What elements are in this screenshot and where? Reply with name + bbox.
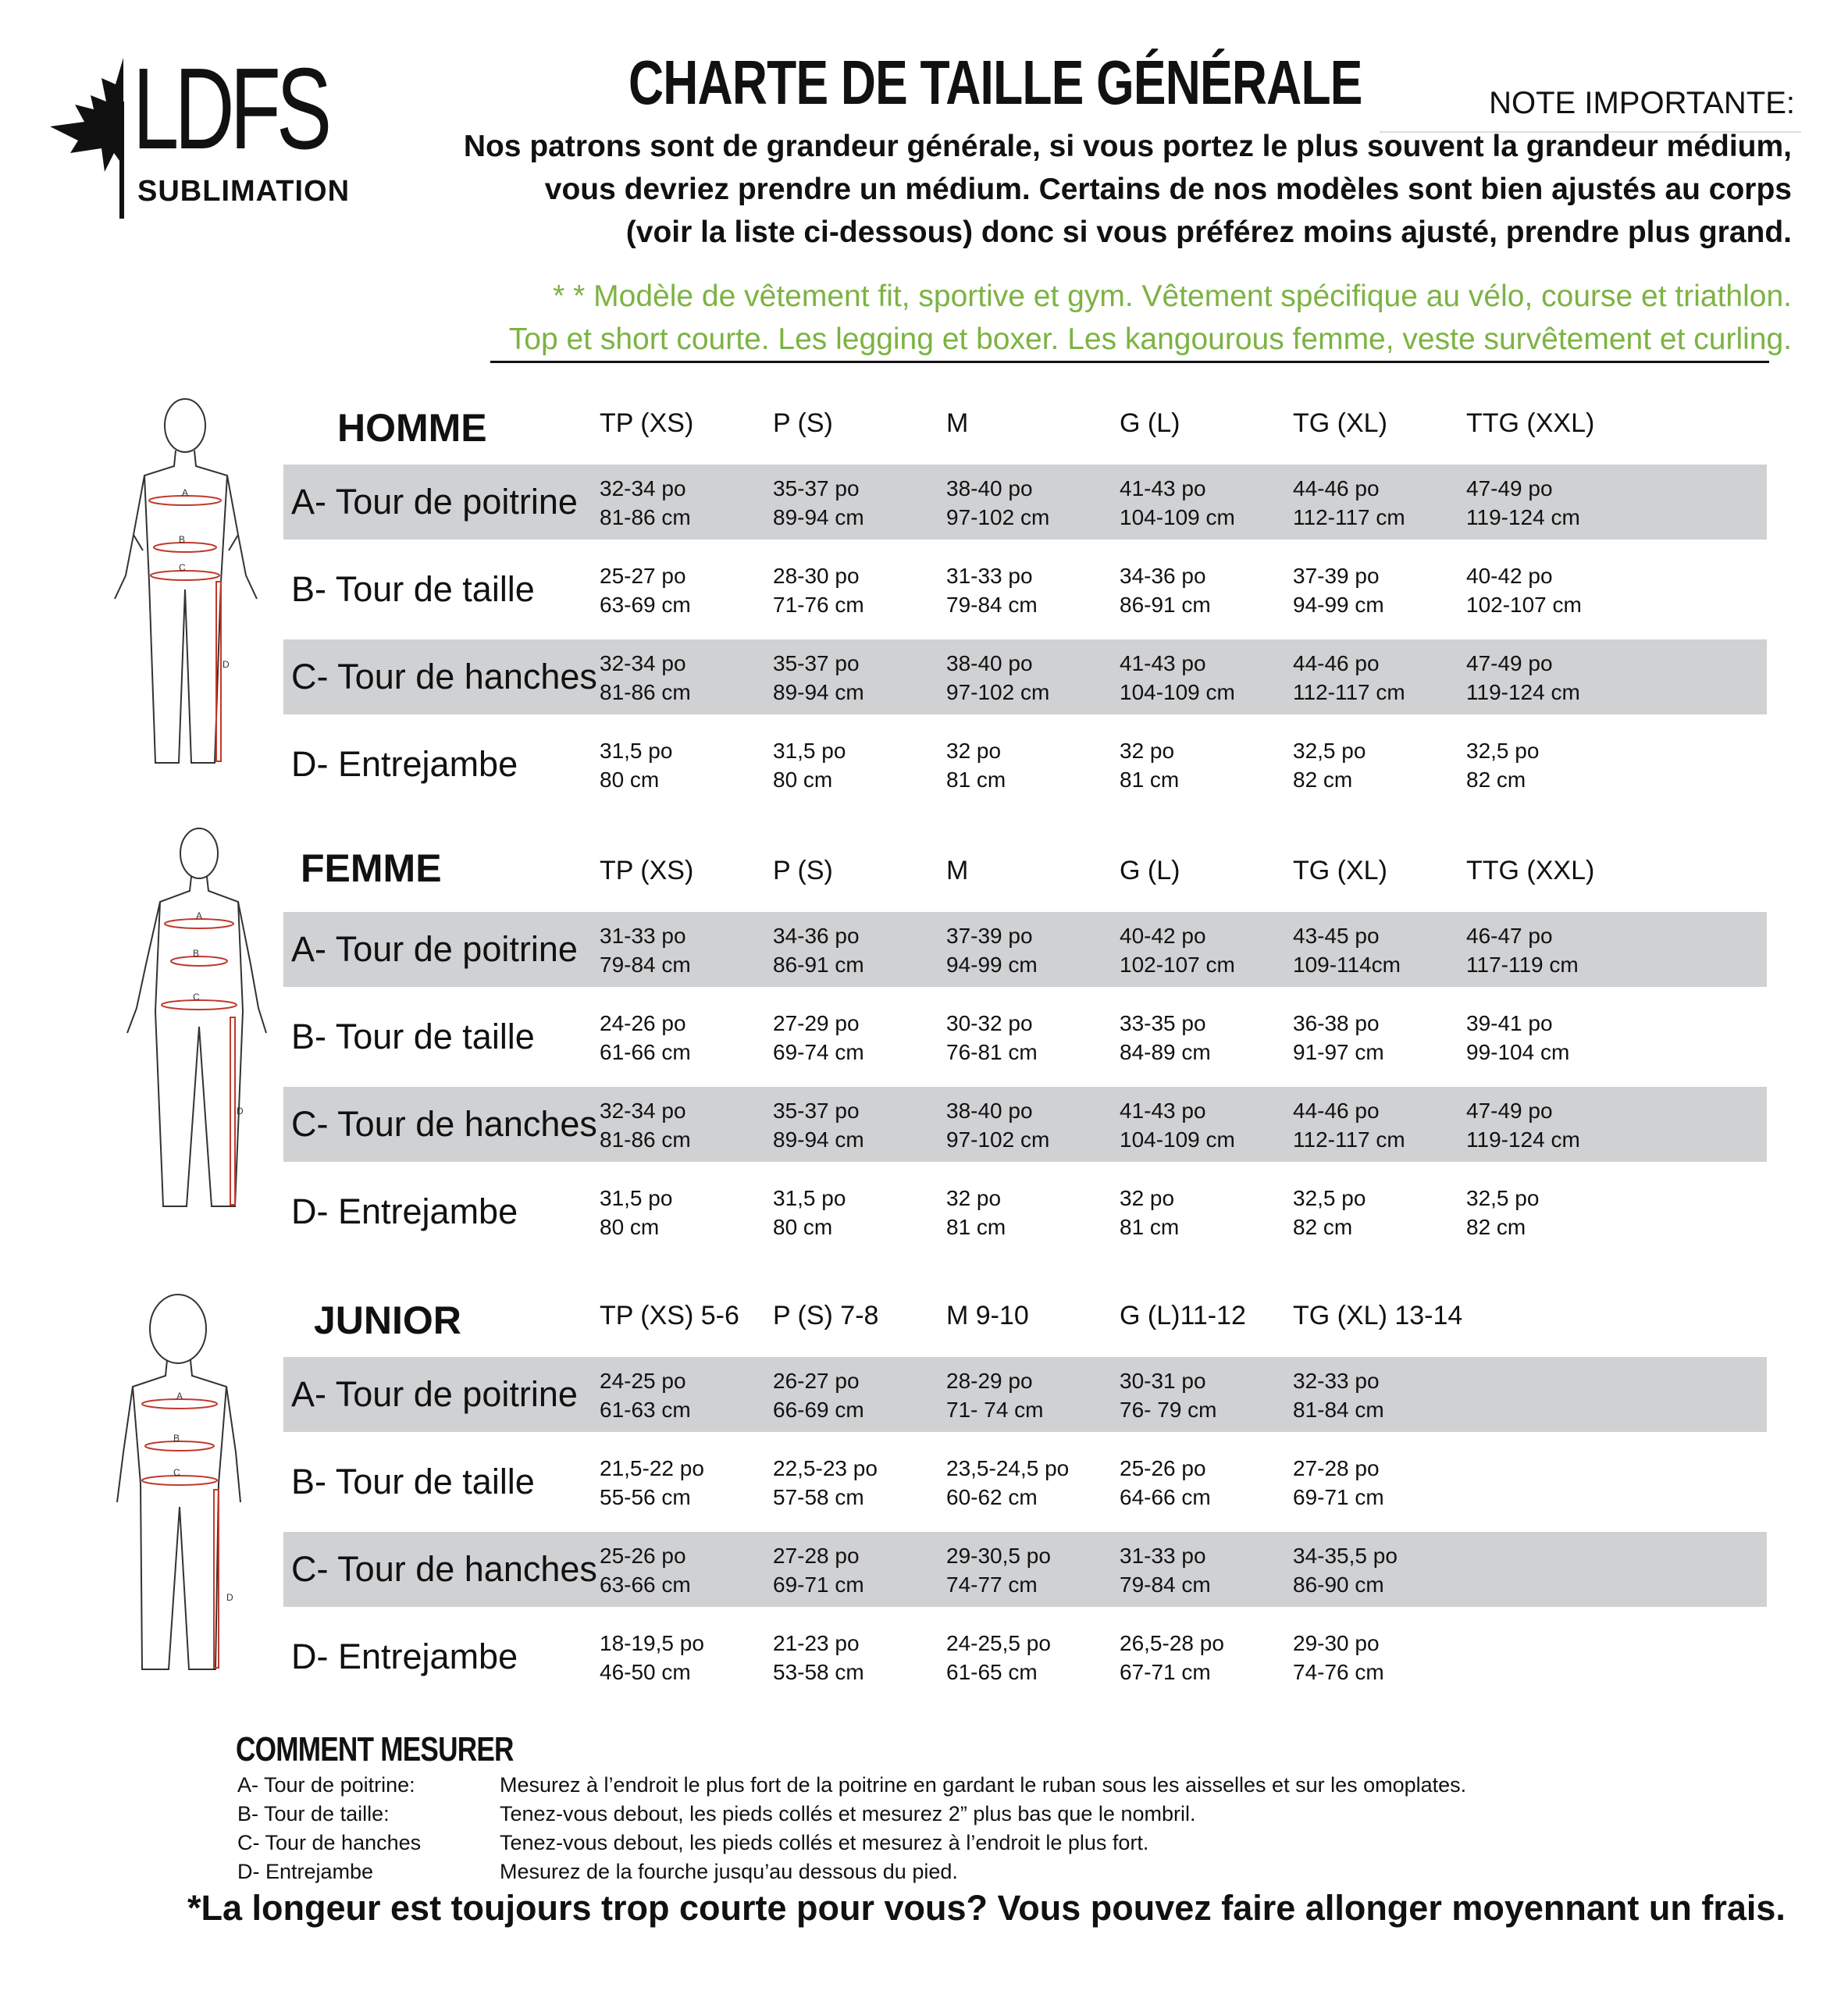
value-cm: 79-84 cm (600, 953, 691, 977)
logo-brand: LDFS (133, 45, 328, 173)
value-cm: 89-94 cm (773, 680, 864, 704)
value-inches: 31,5 po (773, 1186, 846, 1210)
table-cell (600, 1096, 691, 1154)
page-title: CHARTE DE TAILLE GÉNÉRALE (628, 48, 1362, 117)
value-cm: 112-117 cm (1293, 680, 1405, 704)
value-inches: 44-46 po (1293, 651, 1380, 675)
value-cm: 91-97 cm (1293, 1040, 1384, 1064)
value-inches: 28-29 po (946, 1369, 1033, 1393)
value-cm: 94-99 cm (946, 953, 1038, 977)
value-cm: 81-86 cm (600, 680, 691, 704)
figure-label-a: A (182, 487, 189, 498)
value-cm: 89-94 cm (773, 505, 864, 529)
table-cell (1120, 1629, 1224, 1686)
value-cm: 63-66 cm (600, 1572, 691, 1597)
size-header: TG (XL) (1293, 856, 1387, 885)
value-inches: 32 po (1120, 1186, 1175, 1210)
size-header: G (L) (1120, 856, 1180, 885)
table-cell (1466, 561, 1582, 619)
logo-sub: SUBLIMATION (137, 175, 351, 208)
value-inches: 38-40 po (946, 476, 1033, 500)
value-cm: 61-65 cm (946, 1660, 1038, 1684)
value-cm: 86-91 cm (1120, 593, 1211, 617)
value-cm: 119-124 cm (1466, 680, 1580, 704)
table-cell (600, 1629, 704, 1686)
value-inches: 47-49 po (1466, 476, 1553, 500)
size-header: TG (XL) 13-14 (1293, 1301, 1463, 1330)
value-cm: 104-109 cm (1120, 505, 1235, 529)
table-cell (1120, 921, 1235, 979)
value-inches: 33-35 po (1120, 1011, 1206, 1035)
value-inches: 34-35,5 po (1293, 1544, 1398, 1568)
size-header: TG (XL) (1293, 408, 1387, 438)
table-cell (946, 1629, 1051, 1686)
figure-label-a: A (176, 1391, 183, 1402)
value-cm: 86-90 cm (1293, 1572, 1384, 1597)
how-to-desc: Mesurez de la fourche jusqu’au dessous du pied. (500, 1860, 958, 1883)
table-cell (946, 1366, 1044, 1424)
table-cell (1293, 1541, 1398, 1599)
value-cm: 81-84 cm (1293, 1398, 1384, 1422)
value-cm: 81 cm (1120, 1215, 1180, 1239)
note-body (308, 125, 1792, 254)
value-inches: 32 po (946, 1186, 1002, 1210)
value-inches: 29-30 po (1293, 1631, 1380, 1655)
table-cell (600, 921, 691, 979)
value-inches: 34-36 po (1120, 564, 1206, 588)
table-cell (1120, 1541, 1211, 1599)
table-cell (1466, 736, 1539, 794)
value-cm: 60-62 cm (946, 1485, 1038, 1509)
value-cm: 81 cm (946, 768, 1006, 792)
how-to-desc: Mesurez à l’endroit le plus fort de la poitrine en gardant le ruban sous les aisselles et sur les omoplates. (500, 1773, 1467, 1797)
value-cm: 46-50 cm (600, 1660, 691, 1684)
table-cell (600, 1454, 704, 1512)
row-label: D- Entrejambe (291, 1637, 518, 1676)
value-inches: 24-25,5 po (946, 1631, 1051, 1655)
value-inches: 32,5 po (1293, 1186, 1366, 1210)
value-cm: 69-71 cm (1293, 1485, 1384, 1509)
value-cm: 102-107 cm (1120, 953, 1235, 977)
table-row (283, 727, 1767, 802)
table-cell (1293, 561, 1384, 619)
table-cell (1120, 1184, 1179, 1241)
value-inches: 37-39 po (1293, 564, 1380, 588)
table-cell (600, 1366, 691, 1424)
value-cm: 53-58 cm (773, 1660, 864, 1684)
table-row (283, 1357, 1767, 1432)
value-cm: 55-56 cm (600, 1485, 691, 1509)
table-cell (1466, 1184, 1539, 1241)
table-cell (1293, 1629, 1384, 1686)
row-label: A- Tour de poitrine (291, 1374, 578, 1414)
value-cm: 61-66 cm (600, 1040, 691, 1064)
table-row (283, 465, 1767, 540)
value-cm: 76-81 cm (946, 1040, 1038, 1064)
table-cell (773, 1366, 864, 1424)
note-line: (voir la liste ci-dessous) donc si vous préférez moins ajusté, prendre plus grand. (625, 215, 1792, 249)
row-label: B- Tour de taille (291, 1462, 535, 1501)
footer-note: *La longeur est toujours trop courte pour vous? Vous pouvez faire allonger moyennant un frais. (187, 1888, 1786, 1928)
row-label: A- Tour de poitrine (291, 482, 578, 522)
table-cell (1293, 649, 1405, 707)
size-header: TP (XS) (600, 408, 694, 438)
value-inches: 35-37 po (773, 476, 860, 500)
figure-label-b: B (173, 1433, 180, 1444)
value-cm: 117-119 cm (1466, 953, 1579, 977)
value-inches: 26-27 po (773, 1369, 860, 1393)
value-cm: 109-114cm (1293, 953, 1401, 977)
value-cm: 74-76 cm (1293, 1660, 1384, 1684)
figure-label-b: B (193, 948, 200, 959)
table-cell (600, 561, 691, 619)
table-cell (773, 1184, 846, 1241)
value-inches: 31-33 po (600, 924, 686, 948)
note-line: Nos patrons sont de grandeur générale, si vous portez le plus souvent la grandeur médium, (463, 130, 1792, 163)
size-header: TTG (XXL) (1466, 408, 1595, 438)
table-cell (1466, 649, 1580, 707)
value-cm: 79-84 cm (1120, 1572, 1211, 1597)
how-to-term: B- Tour de taille: (237, 1802, 390, 1825)
value-cm: 57-58 cm (773, 1485, 864, 1509)
table-row (283, 1444, 1767, 1519)
note-line: vous devriez prendre un médium. Certains de nos modèles sont bien ajustés au corps (544, 173, 1792, 206)
table-cell (1120, 1366, 1217, 1424)
value-inches: 31,5 po (600, 1186, 673, 1210)
value-inches: 31,5 po (600, 739, 673, 763)
value-inches: 21-23 po (773, 1631, 860, 1655)
value-inches: 18-19,5 po (600, 1631, 704, 1655)
value-cm: 119-124 cm (1466, 505, 1580, 529)
table-cell (946, 1541, 1051, 1599)
table-cell (1120, 1009, 1211, 1067)
how-to-term: A- Tour de poitrine: (237, 1773, 415, 1797)
value-cm: 80 cm (773, 1215, 833, 1239)
value-cm: 99-104 cm (1466, 1040, 1570, 1064)
value-cm: 71-76 cm (773, 593, 864, 617)
value-inches: 25-26 po (1120, 1456, 1206, 1480)
size-header: TTG (XXL) (1466, 856, 1595, 885)
value-inches: 27-28 po (1293, 1456, 1380, 1480)
value-cm: 61-63 cm (600, 1398, 691, 1422)
value-cm: 80 cm (600, 768, 660, 792)
table-cell (773, 736, 846, 794)
value-inches: 27-29 po (773, 1011, 860, 1035)
figure-label-c: C (173, 1467, 180, 1478)
size-header: M (946, 408, 969, 438)
table-cell (1293, 1366, 1384, 1424)
row-label: C- Tour de hanches (291, 1104, 597, 1144)
value-cm: 97-102 cm (946, 505, 1050, 529)
value-cm: 97-102 cm (946, 680, 1050, 704)
fit-note-line: Top et short courte. Les legging et boxer. Les kangourous femme, veste survêtement et curling. (508, 322, 1792, 356)
table-cell (946, 1184, 1006, 1241)
value-inches: 31-33 po (946, 564, 1033, 588)
value-cm: 67-71 cm (1120, 1660, 1211, 1684)
table-cell (946, 474, 1049, 532)
table-cell (1120, 1096, 1235, 1154)
how-to-desc: Tenez-vous debout, les pieds collés et mesurez 2” plus bas que le nombril. (500, 1802, 1196, 1825)
table-cell (946, 649, 1049, 707)
value-inches: 46-47 po (1466, 924, 1553, 948)
value-cm: 79-84 cm (946, 593, 1038, 617)
section-title: JUNIOR (314, 1298, 461, 1342)
how-to-term: C- Tour de hanches (237, 1831, 422, 1854)
value-inches: 39-41 po (1466, 1011, 1553, 1035)
table-row (283, 999, 1767, 1074)
table-cell (600, 474, 691, 532)
value-cm: 80 cm (773, 768, 833, 792)
value-cm: 97-102 cm (946, 1127, 1050, 1152)
table-cell (600, 1184, 672, 1241)
row-label: D- Entrejambe (291, 744, 518, 784)
table-cell (1293, 736, 1366, 794)
value-inches: 47-49 po (1466, 651, 1553, 675)
value-inches: 35-37 po (773, 1099, 860, 1123)
table-cell (600, 736, 672, 794)
value-inches: 38-40 po (946, 1099, 1033, 1123)
value-inches: 30-32 po (946, 1011, 1033, 1035)
table-cell (1293, 1009, 1384, 1067)
table-row (283, 639, 1767, 714)
table-cell (1466, 1009, 1569, 1067)
table-cell (600, 649, 691, 707)
section-title: HOMME (337, 406, 487, 450)
value-cm: 69-71 cm (773, 1572, 864, 1597)
value-cm: 66-69 cm (773, 1398, 864, 1422)
table-cell (773, 474, 864, 532)
table-cell (773, 1454, 878, 1512)
size-header: G (L)11-12 (1120, 1301, 1246, 1330)
row-label: C- Tour de hanches (291, 1549, 597, 1589)
man-figure-icon (98, 394, 277, 769)
value-inches: 32,5 po (1466, 1186, 1540, 1210)
value-inches: 21,5-22 po (600, 1456, 704, 1480)
fit-note-underline (490, 361, 1769, 363)
value-cm: 82 cm (1466, 1215, 1526, 1239)
table-cell (946, 561, 1038, 619)
value-cm: 63-69 cm (600, 593, 691, 617)
table-cell (1120, 649, 1235, 707)
value-cm: 86-91 cm (773, 953, 864, 977)
size-header: P (S) 7-8 (773, 1301, 879, 1330)
value-inches: 24-25 po (600, 1369, 686, 1393)
row-label: B- Tour de taille (291, 1017, 535, 1056)
value-inches: 40-42 po (1120, 924, 1206, 948)
figure-label-d: D (223, 659, 230, 670)
size-header: TP (XS) 5-6 (600, 1301, 739, 1330)
value-inches: 41-43 po (1120, 1099, 1206, 1123)
value-inches: 41-43 po (1120, 476, 1206, 500)
table-row (283, 912, 1767, 987)
value-cm: 80 cm (600, 1215, 660, 1239)
table-cell (1120, 561, 1211, 619)
how-to-desc: Tenez-vous debout, les pieds collés et mesurez à l’endroit le plus fort. (500, 1831, 1149, 1854)
value-inches: 36-38 po (1293, 1011, 1380, 1035)
value-inches: 31,5 po (773, 739, 846, 763)
table-row (283, 1174, 1767, 1249)
table-cell (1120, 474, 1235, 532)
maple-leaf-icon (47, 55, 141, 219)
note-title: NOTE IMPORTANTE: (1489, 86, 1795, 120)
value-cm: 104-109 cm (1120, 1127, 1235, 1152)
value-cm: 81-86 cm (600, 505, 691, 529)
figure-label-a: A (196, 910, 203, 921)
value-inches: 30-31 po (1120, 1369, 1206, 1393)
table-cell (1466, 1096, 1580, 1154)
value-inches: 32-34 po (600, 651, 686, 675)
row-label: A- Tour de poitrine (291, 929, 578, 969)
value-inches: 32-33 po (1293, 1369, 1380, 1393)
figure-label-d: D (237, 1106, 244, 1117)
value-inches: 44-46 po (1293, 476, 1380, 500)
value-inches: 32-34 po (600, 476, 686, 500)
value-inches: 40-42 po (1466, 564, 1553, 588)
table-cell (1120, 736, 1179, 794)
value-inches: 25-26 po (600, 1544, 686, 1568)
how-to-term: D- Entrejambe (237, 1860, 374, 1883)
table-cell (1293, 921, 1401, 979)
size-header: G (L) (1120, 408, 1180, 438)
size-header: P (S) (773, 408, 833, 438)
value-cm: 84-89 cm (1120, 1040, 1211, 1064)
size-header: TP (XS) (600, 856, 694, 885)
value-cm: 81-86 cm (600, 1127, 691, 1152)
figure-label-c: C (179, 562, 186, 573)
value-cm: 76- 79 cm (1120, 1398, 1217, 1422)
value-cm: 69-74 cm (773, 1040, 864, 1064)
fit-models-note (308, 275, 1792, 361)
value-inches: 25-27 po (600, 564, 686, 588)
table-cell (773, 1096, 864, 1154)
woman-figure-icon (98, 824, 277, 1214)
table-cell (1293, 474, 1405, 532)
value-inches: 26,5-28 po (1120, 1631, 1224, 1655)
value-inches: 32,5 po (1293, 739, 1366, 763)
value-inches: 24-26 po (600, 1011, 686, 1035)
value-inches: 37-39 po (946, 924, 1033, 948)
value-cm: 82 cm (1293, 768, 1353, 792)
value-inches: 29-30,5 po (946, 1544, 1051, 1568)
table-cell (946, 1454, 1069, 1512)
value-inches: 32 po (946, 739, 1002, 763)
value-inches: 23,5-24,5 po (946, 1456, 1070, 1480)
value-inches: 27-28 po (773, 1544, 860, 1568)
figure-label-c: C (193, 992, 200, 1003)
table-cell (946, 921, 1038, 979)
table-cell (1120, 1454, 1211, 1512)
value-inches: 31-33 po (1120, 1544, 1206, 1568)
value-inches: 38-40 po (946, 651, 1033, 675)
row-label: B- Tour de taille (291, 569, 535, 609)
table-cell (1466, 474, 1580, 532)
value-inches: 34-36 po (773, 924, 860, 948)
table-cell (1466, 921, 1579, 979)
table-cell (600, 1009, 691, 1067)
table-row (283, 1087, 1767, 1162)
table-cell (946, 1009, 1038, 1067)
section-title: FEMME (301, 846, 442, 890)
value-cm: 94-99 cm (1293, 593, 1384, 617)
table-cell (773, 649, 864, 707)
value-cm: 74-77 cm (946, 1572, 1038, 1597)
value-cm: 82 cm (1466, 768, 1526, 792)
value-inches: 28-30 po (773, 564, 860, 588)
child-figure-icon (109, 1288, 273, 1679)
table-cell (946, 1096, 1049, 1154)
table-cell (773, 1629, 864, 1686)
value-cm: 89-94 cm (773, 1127, 864, 1152)
size-header: M 9-10 (946, 1301, 1029, 1330)
value-inches: 22,5-23 po (773, 1456, 878, 1480)
table-cell (773, 561, 864, 619)
table-row (283, 1619, 1767, 1694)
table-row (283, 552, 1767, 627)
value-inches: 43-45 po (1293, 924, 1380, 948)
brand-logo (47, 45, 351, 219)
figure-label-d: D (226, 1592, 233, 1603)
value-cm: 104-109 cm (1120, 680, 1235, 704)
table-cell (773, 1009, 864, 1067)
value-cm: 82 cm (1293, 1215, 1353, 1239)
table-cell (1293, 1184, 1366, 1241)
value-cm: 81 cm (946, 1215, 1006, 1239)
value-cm: 71- 74 cm (946, 1398, 1044, 1422)
row-label: C- Tour de hanches (291, 657, 597, 696)
table-row (283, 1532, 1767, 1607)
value-inches: 44-46 po (1293, 1099, 1380, 1123)
table-cell (600, 1541, 691, 1599)
fit-note-line: * * Modèle de vêtement fit, sportive et gym. Vêtement spécifique au vélo, course et triathlon. (553, 280, 1792, 313)
table-cell (1293, 1454, 1384, 1512)
value-cm: 119-124 cm (1466, 1127, 1580, 1152)
value-inches: 32-34 po (600, 1099, 686, 1123)
size-header: P (S) (773, 856, 833, 885)
value-cm: 102-107 cm (1466, 593, 1582, 617)
table-cell (1293, 1096, 1405, 1154)
table-cell (773, 921, 864, 979)
row-label: D- Entrejambe (291, 1191, 518, 1231)
size-header: M (946, 856, 969, 885)
value-inches: 32,5 po (1466, 739, 1540, 763)
value-cm: 64-66 cm (1120, 1485, 1211, 1509)
table-cell (773, 1541, 864, 1599)
value-inches: 32 po (1120, 739, 1175, 763)
value-cm: 81 cm (1120, 768, 1180, 792)
table-cell (946, 736, 1006, 794)
value-inches: 35-37 po (773, 651, 860, 675)
value-inches: 41-43 po (1120, 651, 1206, 675)
value-inches: 47-49 po (1466, 1099, 1553, 1123)
value-cm: 112-117 cm (1293, 505, 1405, 529)
how-to-title: COMMENT MESURER (236, 1730, 514, 1768)
figure-label-b: B (179, 534, 186, 545)
value-cm: 112-117 cm (1293, 1127, 1405, 1152)
